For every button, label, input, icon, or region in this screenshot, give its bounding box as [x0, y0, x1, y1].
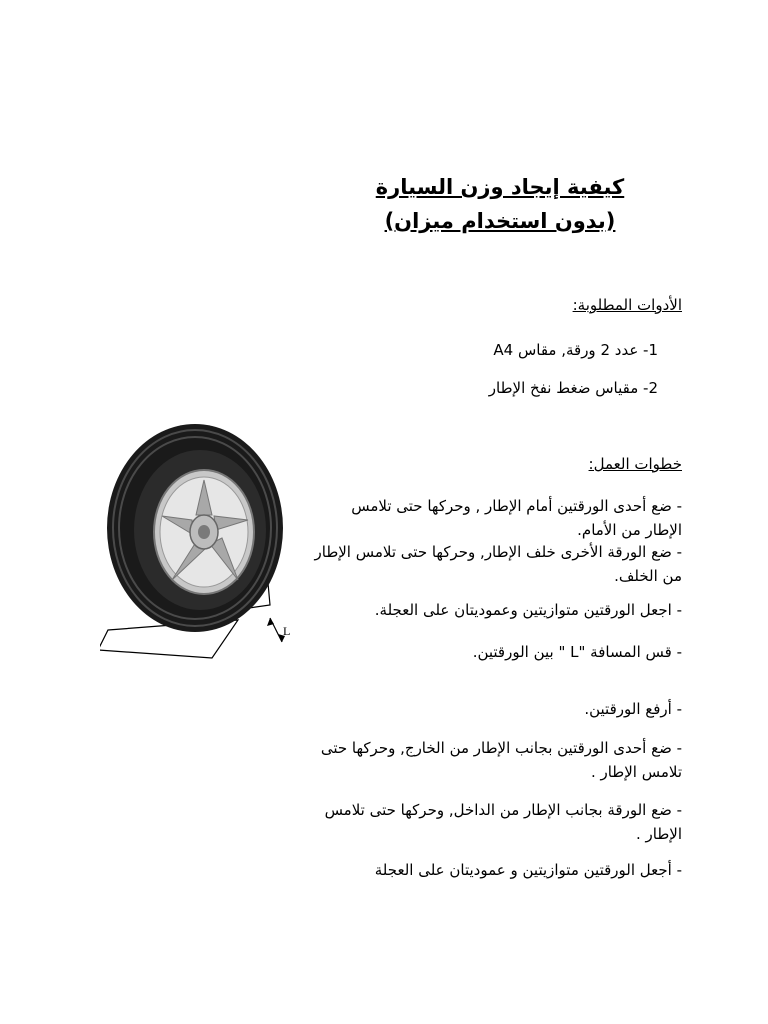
title-line-1: كيفية إيجاد وزن السيارة — [375, 175, 625, 199]
title-line-2: (بدون استخدام ميزان) — [384, 209, 616, 233]
step-item-6: - ضع أحدى الورقتين بجانب الإطار من الخارج, وحركها حتى تلامس الإطار . — [320, 739, 682, 781]
tool-item-2: 2- مقياس ضغط نفخ الإطار — [488, 379, 658, 397]
tire-illustration — [100, 420, 300, 665]
step-item-4: - قس المسافة "L " بين الورقتين. — [472, 643, 682, 661]
step-item-2: - ضع الورقة الأخرى خلف الإطار, وحركها حتى تلامس الإطار من الخلف. — [314, 543, 682, 585]
tire-figure — [100, 420, 300, 665]
wheel-center-cap — [198, 525, 210, 539]
measurement-label: L — [283, 624, 291, 638]
step-item-1: - ضع أحدى الورقتين أمام الإطار , وحركها حتى تلامس الإطار من الأمام. — [351, 497, 682, 539]
step-item-8: - أجعل الورقتين متوازيتين و عموديتان على العجلة — [374, 861, 682, 879]
step-item-7: - ضع الورقة بجانب الإطار من الداخل, وحركها حتى تلامس الإطار . — [324, 801, 682, 843]
step-item-3: - اجعل الورقتين متوازيتين وعموديتان على العجلة. — [374, 601, 682, 619]
page-title — [370, 170, 630, 238]
tool-item-1: 1- عدد 2 ورقة, مقاس A4 — [493, 341, 658, 359]
steps-heading: خطوات العمل: — [588, 455, 682, 473]
tools-heading: الأدوات المطلوبة: — [572, 296, 682, 314]
step-item-5: - أرفع الورقتين. — [584, 700, 682, 718]
